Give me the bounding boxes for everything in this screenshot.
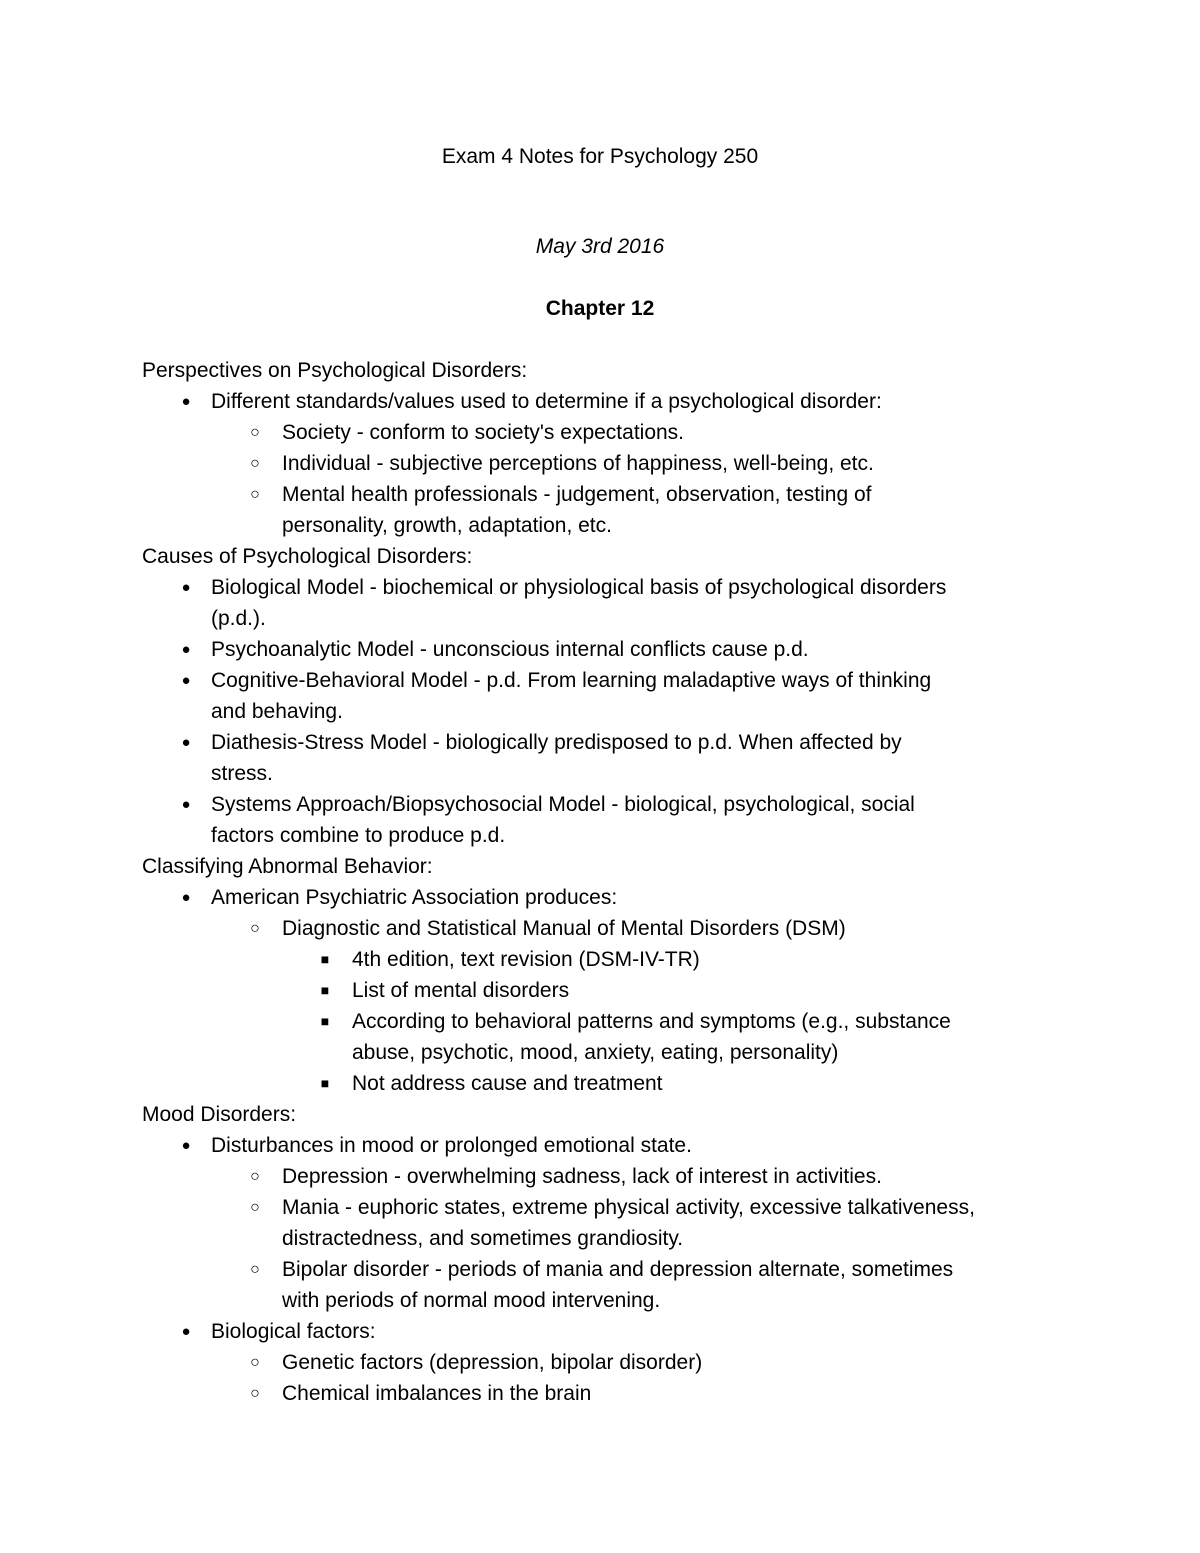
line-text: Systems Approach/Biopsychosocial Model - biological, psychological, social bbox=[211, 793, 915, 816]
list-item-continuation bbox=[142, 1285, 1072, 1316]
line-text: Bipolar disorder - periods of mania and depression alternate, sometimes bbox=[282, 1258, 954, 1281]
bullet-icon: ■ bbox=[320, 982, 330, 998]
line-text: Cognitive-Behavioral Model - p.d. From learning maladaptive ways of thinking bbox=[211, 669, 932, 692]
list-item bbox=[142, 789, 1072, 820]
list-item bbox=[142, 386, 1072, 417]
list-item bbox=[142, 1316, 1072, 1347]
line-text: Classifying Abnormal Behavior: bbox=[142, 855, 433, 878]
line-text: distractedness, and sometimes grandiosity. bbox=[282, 1227, 684, 1250]
bullet-icon: ○ bbox=[250, 486, 260, 503]
list-item bbox=[142, 727, 1072, 758]
list-item bbox=[142, 448, 1072, 479]
section-heading bbox=[142, 1099, 1072, 1130]
bullet-icon: ● bbox=[181, 579, 191, 596]
bullet-icon: ○ bbox=[250, 1168, 260, 1185]
line-text: Individual - subjective perceptions of happiness, well-being, etc. bbox=[282, 452, 874, 475]
line-text: Different standards/values used to determine if a psychological disorder: bbox=[211, 390, 882, 413]
line-text: and behaving. bbox=[211, 700, 343, 723]
line-text: Perspectives on Psychological Disorders: bbox=[142, 359, 528, 382]
section-heading bbox=[142, 541, 1072, 572]
bullet-icon: ○ bbox=[250, 1354, 260, 1371]
line-text: Biological Model - biochemical or physiological basis of psychological disorders bbox=[211, 576, 947, 599]
list-item-continuation bbox=[142, 758, 1072, 789]
list-item bbox=[142, 1192, 1072, 1223]
line-text: 4th edition, text revision (DSM-IV-TR) bbox=[352, 948, 700, 971]
list-item bbox=[142, 665, 1072, 696]
list-item-continuation bbox=[142, 1037, 1072, 1068]
line-text: Society - conform to society's expectations. bbox=[282, 421, 685, 444]
bullet-icon: ■ bbox=[320, 1075, 330, 1091]
line-text: Biological factors: bbox=[211, 1320, 376, 1343]
list-item-continuation bbox=[142, 820, 1072, 851]
line-text: According to behavioral patterns and symptoms (e.g., substance bbox=[352, 1010, 951, 1033]
line-text: American Psychiatric Association produces: bbox=[211, 886, 618, 909]
bullet-icon: ● bbox=[181, 672, 191, 689]
bullet-icon: ● bbox=[181, 1323, 191, 1340]
list-item bbox=[142, 882, 1072, 913]
bullet-icon: ○ bbox=[250, 1261, 260, 1278]
list-item bbox=[142, 572, 1072, 603]
list-item bbox=[142, 1347, 1072, 1378]
line-text: List of mental disorders bbox=[352, 979, 570, 1002]
list-item bbox=[142, 1161, 1072, 1192]
line-text: Genetic factors (depression, bipolar disorder) bbox=[282, 1351, 703, 1374]
bullet-icon: ○ bbox=[250, 455, 260, 472]
line-text: stress. bbox=[211, 762, 273, 785]
list-item bbox=[142, 634, 1072, 665]
list-item bbox=[142, 913, 1072, 944]
line-text: abuse, psychotic, mood, anxiety, eating, personality) bbox=[352, 1041, 839, 1064]
line-text: Diagnostic and Statistical Manual of Mental Disorders (DSM) bbox=[282, 917, 846, 940]
list-item bbox=[142, 975, 1072, 1006]
list-item bbox=[142, 1254, 1072, 1285]
line-text: with periods of normal mood intervening. bbox=[282, 1289, 661, 1312]
document-title: Exam 4 Notes for Psychology 250 bbox=[441, 145, 759, 168]
list-item-continuation bbox=[142, 603, 1072, 634]
line-text: Chemical imbalances in the brain bbox=[282, 1382, 592, 1405]
bullet-icon: ● bbox=[181, 1137, 191, 1154]
list-item bbox=[142, 479, 1072, 510]
list-item bbox=[142, 1130, 1072, 1161]
bullet-icon: ■ bbox=[320, 1013, 330, 1029]
line-text: Disturbances in mood or prolonged emotional state. bbox=[211, 1134, 692, 1157]
line-text: Not address cause and treatment bbox=[352, 1072, 663, 1095]
list-item bbox=[142, 1378, 1072, 1409]
bullet-icon: ● bbox=[181, 393, 191, 410]
bullet-icon: ● bbox=[181, 796, 191, 813]
line-text: Depression - overwhelming sadness, lack of interest in activities. bbox=[282, 1165, 882, 1188]
notes-body bbox=[142, 355, 1072, 1409]
bullet-icon: ● bbox=[181, 889, 191, 906]
list-item bbox=[142, 1006, 1072, 1037]
list-item bbox=[142, 944, 1072, 975]
bullet-icon: ● bbox=[181, 641, 191, 658]
section-heading bbox=[142, 851, 1072, 882]
chapter-heading: Chapter 12 bbox=[545, 297, 655, 320]
list-item bbox=[142, 417, 1072, 448]
bullet-icon: ○ bbox=[250, 920, 260, 937]
line-text: personality, growth, adaptation, etc. bbox=[282, 514, 612, 537]
section-heading bbox=[142, 355, 1072, 386]
line-text: Mental health professionals - judgement, observation, testing of bbox=[282, 483, 872, 506]
list-item-continuation bbox=[142, 696, 1072, 727]
line-text: Causes of Psychological Disorders: bbox=[142, 545, 473, 568]
list-item bbox=[142, 1068, 1072, 1099]
bullet-icon: ● bbox=[181, 734, 191, 751]
list-item-continuation bbox=[142, 510, 1072, 541]
bullet-icon: ○ bbox=[250, 424, 260, 441]
line-text: Mania - euphoric states, extreme physical activity, excessive talkativeness, bbox=[282, 1196, 975, 1219]
list-item-continuation bbox=[142, 1223, 1072, 1254]
line-text: factors combine to produce p.d. bbox=[211, 824, 506, 847]
line-text: Diathesis-Stress Model - biologically predisposed to p.d. When affected by bbox=[211, 731, 902, 754]
line-text: Mood Disorders: bbox=[142, 1103, 297, 1126]
document-date: May 3rd 2016 bbox=[535, 235, 665, 258]
bullet-icon: ■ bbox=[320, 951, 330, 967]
bullet-icon: ○ bbox=[250, 1199, 260, 1216]
line-text: Psychoanalytic Model - unconscious internal conflicts cause p.d. bbox=[211, 638, 809, 661]
bullet-icon: ○ bbox=[250, 1385, 260, 1402]
line-text: (p.d.). bbox=[211, 607, 266, 630]
